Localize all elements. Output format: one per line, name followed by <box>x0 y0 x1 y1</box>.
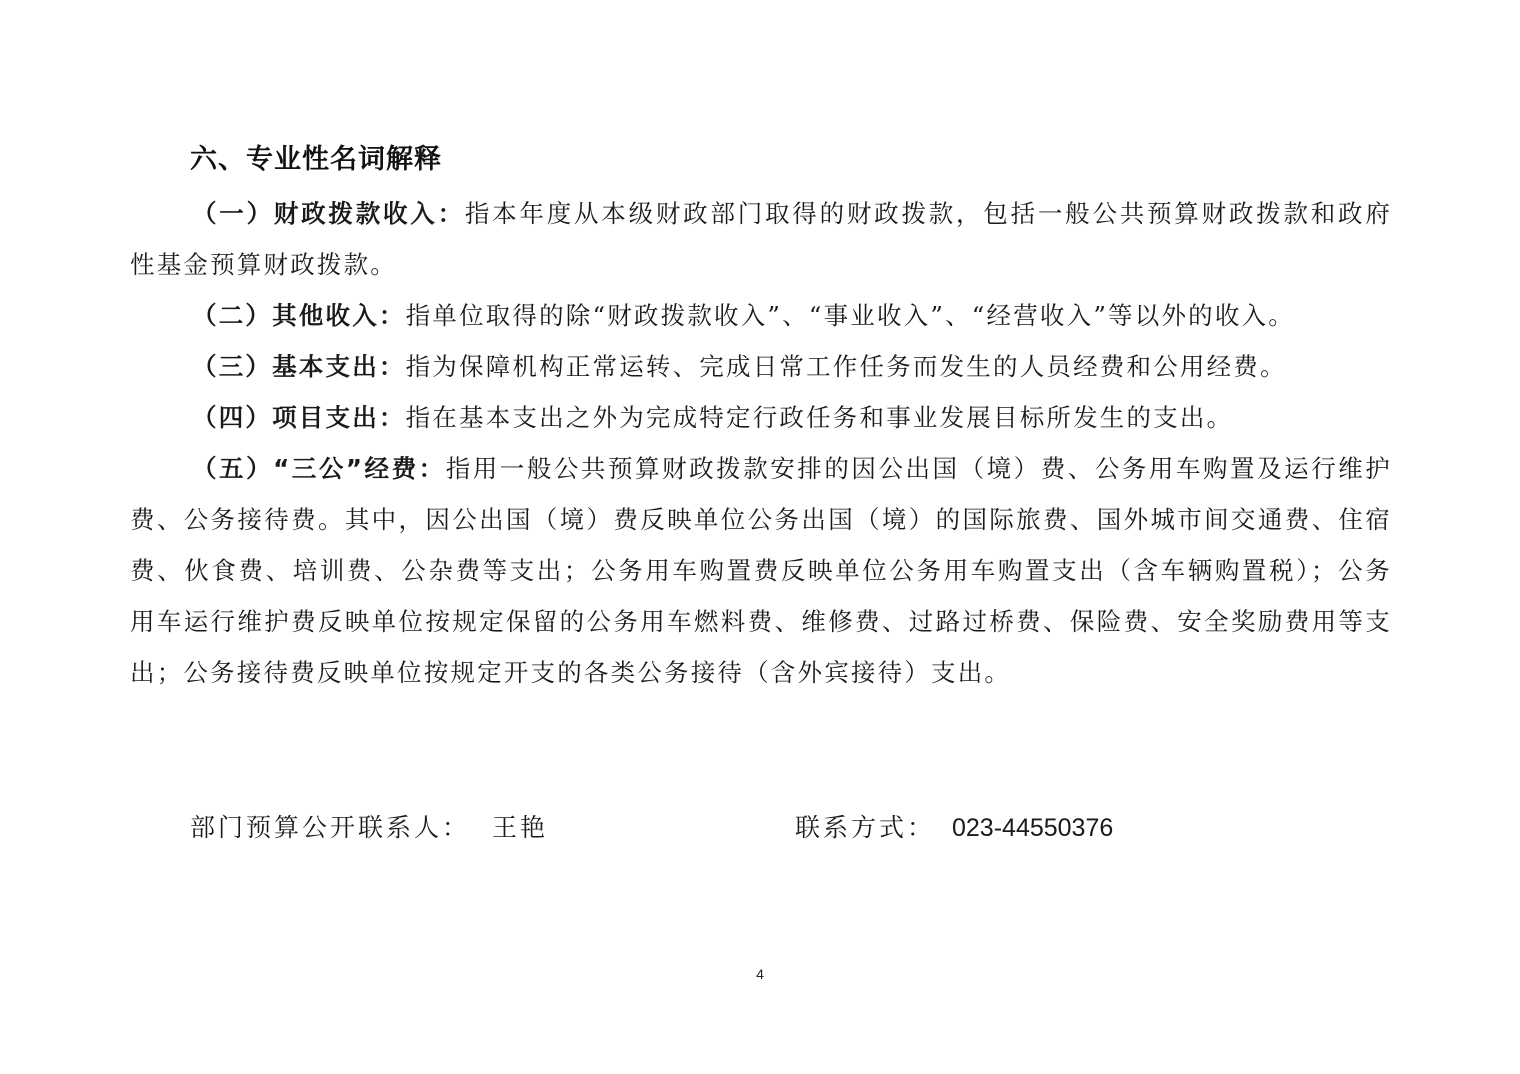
definition-paragraph <box>130 188 1392 290</box>
definition-paragraph <box>130 392 1392 443</box>
definition-text: 指为保障机构正常运转、完成日常工作任务而发生的人员经费和公用经费。 <box>405 352 1287 381</box>
definition-term: （五）“三公”经费： <box>192 454 446 483</box>
definition-text: 指用一般公共预算财政拨款安排的因公出国（境）费、公务用车购置及运行维护费、公务接待费。其中，因公出国（境）费反映单位公务出国（境）的国际旅费、国外城市间交通费、住宿费、伙食费、培训费、公杂费等支出；公务用车购置费反映单位公务用车购置支出（含车辆购置税）；公务用车运行维护费反映单位按规定保留的公务用车燃料费、维修费、过路过桥费、保险费、安全奖励费用等支出；公务接待费反映单位按规定开支的各类公务接待（含外宾接待）支出。 <box>130 454 1392 687</box>
contact-person-label: 部门预算公开联系人： <box>190 813 471 842</box>
contact-phone-label: 联系方式： <box>795 813 936 842</box>
definition-term: （二）其他收入： <box>192 301 406 330</box>
definition-text: 指在基本支出之外为完成特定行政任务和事业发展目标所发生的支出。 <box>405 403 1234 432</box>
contact-person-name: 王艳 <box>492 813 549 842</box>
contact-phone-number: 023-44550376 <box>952 814 1114 842</box>
definition-text: 指本年度从本级财政部门取得的财政拨款，包括一般公共预算财政拨款和政府性基金预算财政拨款。 <box>130 199 1393 279</box>
definition-paragraph <box>130 341 1392 392</box>
definition-term: （一）财政拨款收入： <box>192 199 465 228</box>
definition-paragraph <box>130 443 1392 698</box>
definition-term: （三）基本支出： <box>192 352 406 381</box>
definition-text: 指单位取得的除“财政拨款收入”、“事业收入”、“经营收入”等以外的收入。 <box>405 301 1295 330</box>
definition-term: （四）项目支出： <box>192 403 406 432</box>
definition-paragraph <box>130 290 1392 341</box>
section-heading: 六、专业性名词解释 <box>190 144 442 175</box>
page-number: 4 <box>756 966 764 982</box>
contact-row <box>0 806 1520 850</box>
definitions-body <box>130 188 1392 698</box>
